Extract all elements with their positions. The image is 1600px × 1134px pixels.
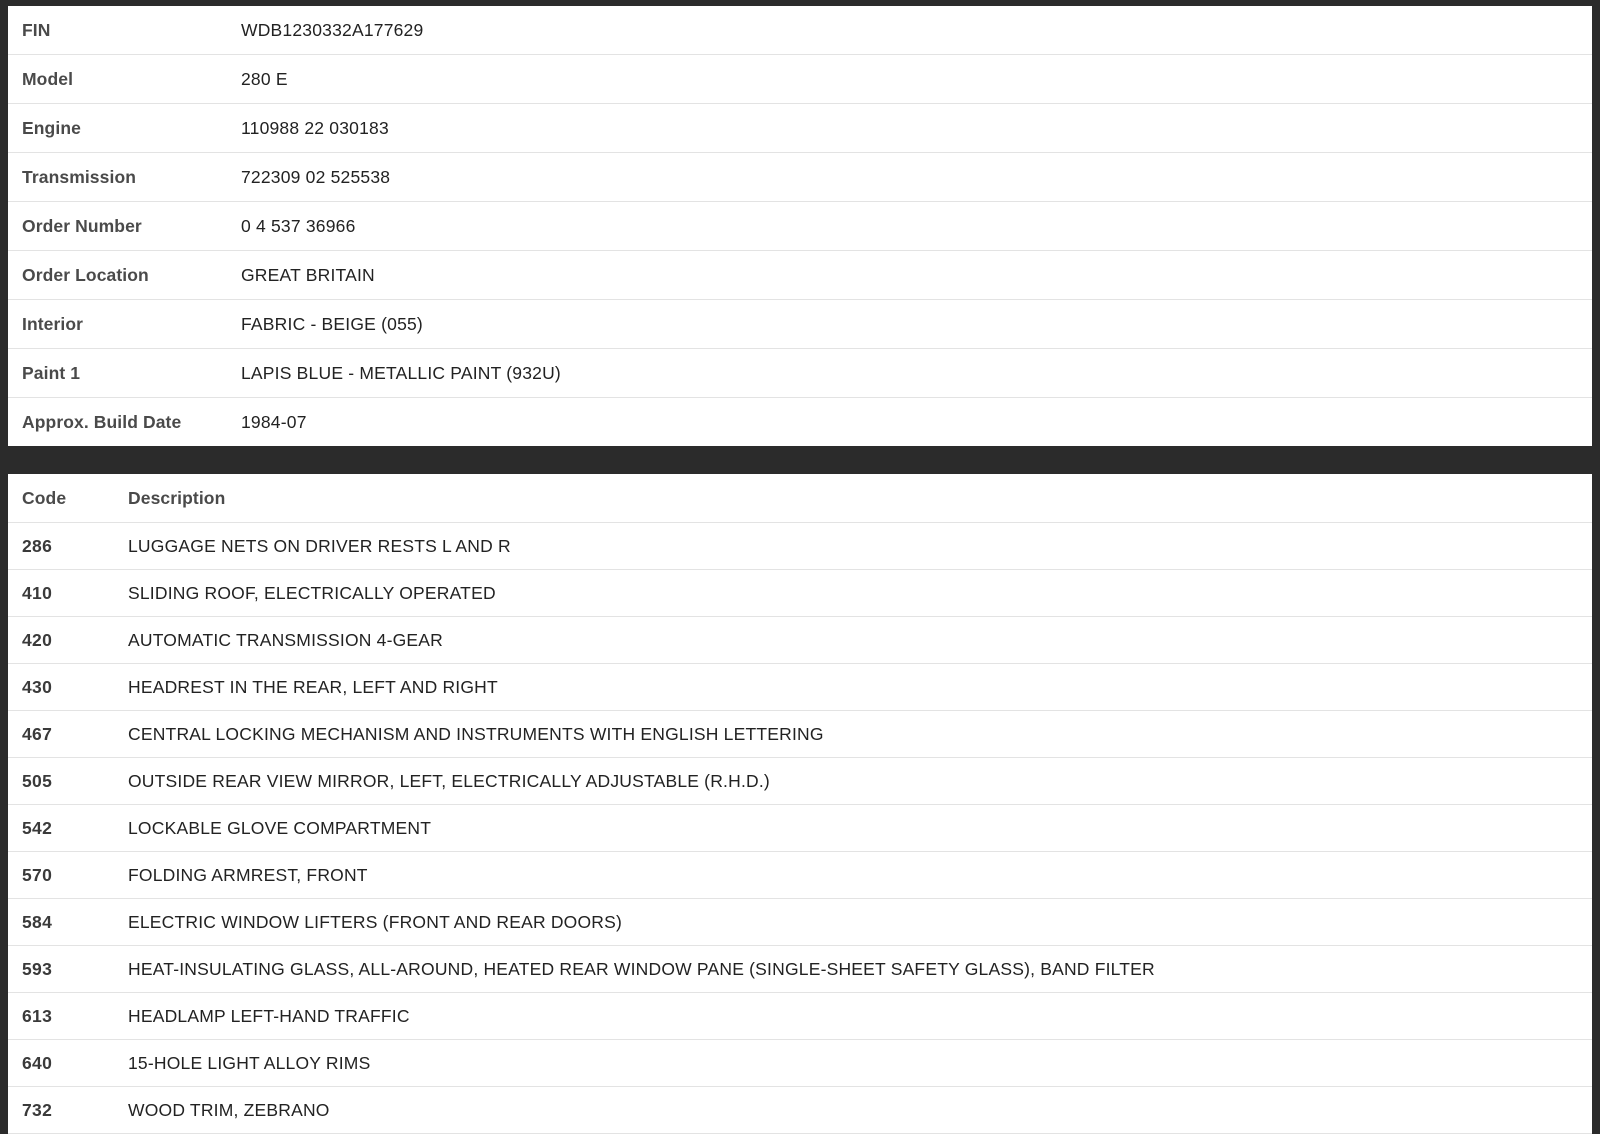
code-value: 286 — [22, 536, 53, 556]
equipment-codes-table — [8, 474, 1592, 1134]
code-description: LUGGAGE NETS ON DRIVER RESTS L AND R — [128, 536, 511, 556]
spec-value: 0 4 537 36966 — [241, 216, 356, 236]
code-description: FOLDING ARMREST, FRONT — [128, 865, 368, 885]
code-value: 410 — [22, 583, 53, 603]
spec-value: WDB1230332A177629 — [241, 20, 424, 40]
code-description: WOOD TRIM, ZEBRANO — [128, 1100, 330, 1120]
vehicle-details-body — [8, 6, 1592, 446]
code-description: LOCKABLE GLOVE COMPARTMENT — [128, 818, 432, 838]
table-row — [8, 852, 1592, 899]
code-description: OUTSIDE REAR VIEW MIRROR, LEFT, ELECTRICALLY ADJUSTABLE (R.H.D.) — [128, 771, 770, 791]
table-header-row — [8, 474, 1592, 523]
table-row — [8, 711, 1592, 758]
spec-label: FIN — [22, 20, 51, 40]
spec-label: Paint 1 — [22, 363, 81, 383]
code-value: 467 — [22, 724, 53, 744]
table-row — [8, 55, 1592, 104]
table-row — [8, 570, 1592, 617]
spec-value: 110988 22 030183 — [241, 118, 389, 138]
table-row — [8, 104, 1592, 153]
code-description: HEAT-INSULATING GLASS, ALL-AROUND, HEATED REAR WINDOW PANE (SINGLE-SHEET SAFETY GLASS), BAND FILTER — [128, 959, 1155, 979]
section-divider — [0, 446, 1600, 474]
code-value: 613 — [22, 1006, 53, 1026]
equipment-codes-panel — [8, 474, 1592, 1134]
table-row — [8, 758, 1592, 805]
spec-label: Order Number — [22, 216, 142, 236]
table-row — [8, 6, 1592, 55]
code-description: SLIDING ROOF, ELECTRICALLY OPERATED — [128, 583, 496, 603]
spec-value: GREAT BRITAIN — [241, 265, 375, 285]
table-row — [8, 899, 1592, 946]
code-value: 732 — [22, 1100, 53, 1120]
spec-label: Model — [22, 69, 74, 89]
spec-label: Approx. Build Date — [22, 412, 182, 432]
table-row — [8, 1087, 1592, 1134]
spec-label: Interior — [22, 314, 84, 334]
equipment-codes-body — [8, 523, 1592, 1134]
spec-value: 1984-07 — [241, 412, 307, 432]
table-row — [8, 251, 1592, 300]
table-row — [8, 349, 1592, 398]
spec-label: Engine — [22, 118, 81, 138]
code-value: 584 — [22, 912, 53, 932]
column-header-description: Description — [128, 488, 226, 508]
spec-value: 280 E — [241, 69, 288, 89]
table-row — [8, 805, 1592, 852]
code-value: 430 — [22, 677, 53, 697]
vehicle-details-table — [8, 6, 1592, 446]
vehicle-details-panel — [8, 6, 1592, 446]
table-row — [8, 300, 1592, 349]
spec-value: LAPIS BLUE - METALLIC PAINT (932U) — [241, 363, 561, 383]
code-description: HEADREST IN THE REAR, LEFT AND RIGHT — [128, 677, 498, 697]
code-description: ELECTRIC WINDOW LIFTERS (FRONT AND REAR DOORS) — [128, 912, 623, 932]
code-value: 505 — [22, 771, 53, 791]
table-row — [8, 617, 1592, 664]
table-row — [8, 664, 1592, 711]
spec-value: FABRIC - BEIGE (055) — [241, 314, 423, 334]
code-value: 640 — [22, 1053, 53, 1073]
code-description: AUTOMATIC TRANSMISSION 4-GEAR — [128, 630, 444, 650]
table-row — [8, 946, 1592, 993]
equipment-codes-head — [8, 474, 1592, 523]
spec-label: Order Location — [22, 265, 149, 285]
code-value: 593 — [22, 959, 53, 979]
table-row — [8, 993, 1592, 1040]
table-row — [8, 153, 1592, 202]
code-value: 542 — [22, 818, 53, 838]
code-value: 420 — [22, 630, 53, 650]
code-description: CENTRAL LOCKING MECHANISM AND INSTRUMENTS WITH ENGLISH LETTERING — [128, 724, 824, 744]
code-value: 570 — [22, 865, 53, 885]
table-row — [8, 398, 1592, 447]
code-description: 15-HOLE LIGHT ALLOY RIMS — [128, 1053, 371, 1073]
spec-value: 722309 02 525538 — [241, 167, 391, 187]
code-description: HEADLAMP LEFT-HAND TRAFFIC — [128, 1006, 410, 1026]
column-header-code: Code — [22, 488, 67, 508]
spec-label: Transmission — [22, 167, 137, 187]
table-row — [8, 202, 1592, 251]
table-row — [8, 1040, 1592, 1087]
table-row — [8, 523, 1592, 570]
